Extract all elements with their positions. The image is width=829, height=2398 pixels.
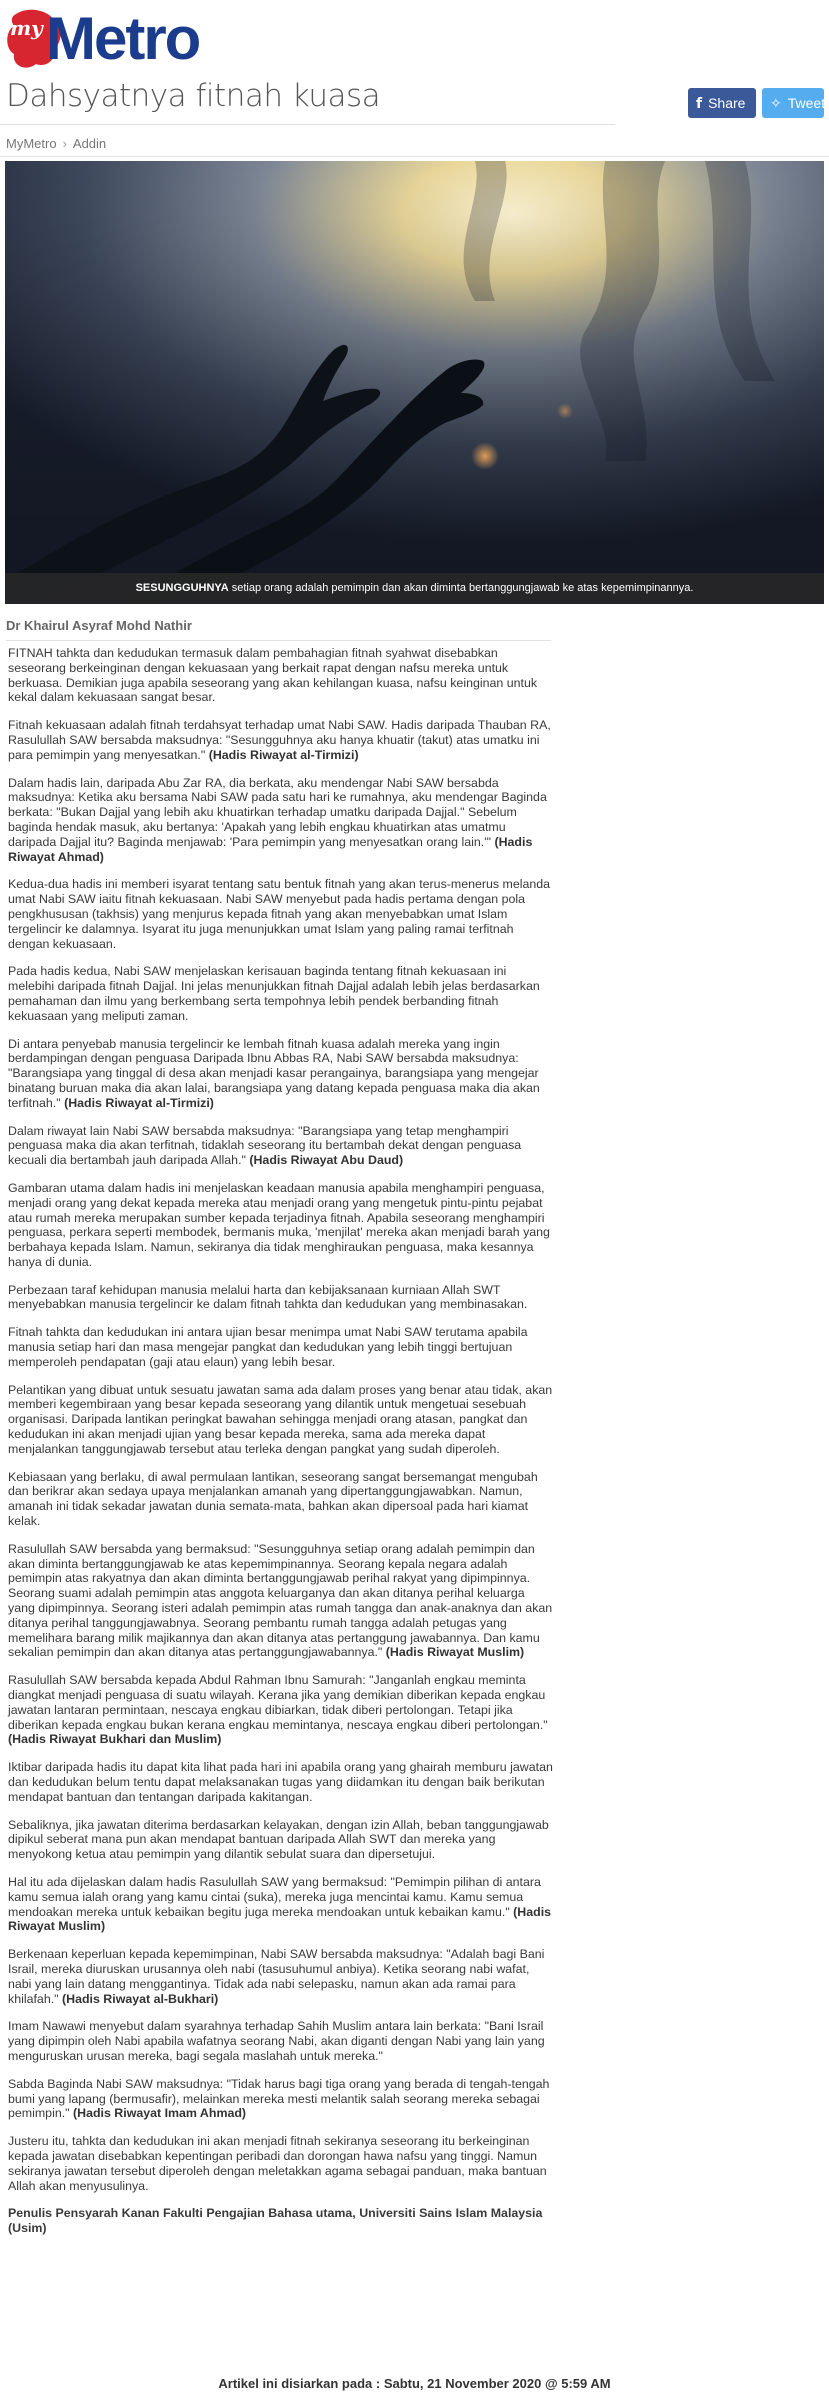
- article-paragraph: [8, 1470, 553, 1529]
- article-paragraph: [8, 2019, 553, 2063]
- title-divider: [0, 124, 615, 125]
- article-body: [8, 646, 553, 2249]
- paragraph-text: Justeru itu, tahkta dan kedudukan ini akan menjadi fitnah sekiranya seseorang itu berkeinginan kepada jawatan disebabkan kepentingan peribadi dan dorongan hawa nafsu yang tinggi. Namun sekiranya jawatan tersebut diperoleh dengan meletakkan agama sebagai panduan, maka bantuan Allah akan menyusulinya.: [8, 2134, 547, 2193]
- paragraph-text: Kebiasaan yang berlaku, di awal permulaan lantikan, seseorang sangat bersemangat mengubah dan berikrar akan sedaya upaya menjalankan amanah yang dipertanggungjawabkan. Namun, amanah ini tidak sekadar jawatan dunia semata-mata, bahkan akan dipersoal pada hari kiamat kelak.: [8, 1469, 538, 1529]
- author-name[interactable]: Dr Khairul Asyraf Mohd Nathir: [6, 618, 192, 633]
- hadith-source: (Hadis Riwayat al-Tirmizi): [64, 1095, 214, 1110]
- published-date: Artikel ini disiarkan pada : Sabtu, 21 November 2020 @ 5:59 AM: [218, 2376, 611, 2391]
- paragraph-text: Perbezaan taraf kehidupan manusia melalui harta dan kebijaksanaan kurniaan Allah SWT menyebabkan manusia tergelincir ke dalam fitnah tahkta dan kedudukan yang membinasakan.: [8, 1282, 528, 1312]
- article-paragraph: [8, 2134, 553, 2193]
- paragraph-text: Berkenaan keperluan kepada kepemimpinan, Nabi SAW bersabda maksudnya: "Adalah bagi Bani Israil, mereka diuruskan urusannya oleh nabi (tasusuhumul anbiya). Ketika seorang nabi wafat, nabi yang lain datang menggantinya. Tidak ada nabi selepasku, namun akan ada ramai para khilafah.": [8, 1947, 545, 2006]
- article-paragraph: [8, 776, 553, 865]
- hadith-source: (Hadis Riwayat al-Bukhari): [62, 1991, 219, 2006]
- paragraph-text: Di antara penyebab manusia tergelincir ke lembah fitnah kuasa adalah mereka yang ingin berdampingan dengan penguasa Daripada Ibnu Abbas RA, Nabi SAW bersabda maksudnya: "Barangsiapa yang tinggal di desa akan menjadi kasar perangainya, barangsiapa yang mengejar binatang buruan maka dia akan lalai, barangsiapa yang datang kepada penguasa maka dia akan terfitnah.": [8, 1036, 540, 1110]
- caption-text: setiap orang adalah pemimpin dan akan diminta bertanggungjawab ke atas kepemimpinannya.: [228, 582, 694, 594]
- paragraph-text: Gambaran utama dalam hadis ini menjelaskan keadaan manusia apabila menghampiri penguasa, menjadi orang yang dekat kepada mereka atau menjadi orang yang mengetuk pintu-pintu pejabat atau rumah mereka merupakan sumber kepada terjadinya fitnah. Apabila seseorang menghampiri penguasa, perkara seperti membodek, bermanis muka, 'menjilat' mereka akan menjadi barah yang berbahaya kepada Islam. Namun, sekiranya dia tidak menghiraukan penguasa, maka kesannya hanya di dunia.: [8, 1180, 550, 1269]
- twitter-tweet-button[interactable]: [762, 88, 824, 118]
- site-header: [0, 0, 829, 78]
- paragraph-text: Kedua-dua hadis ini memberi isyarat tentang satu bentuk fitnah yang akan terus-menerus melanda umat Nabi SAW iaitu fitnah kekuasaan. Nabi SAW menyebut pada hadis pertama dengan pola pengkhususan (takhsis) yang menjurus kepada fitnah yang akan menyebabkan umat Islam tergelincir ke dalamnya. Isyarat itu juga menunjukkan umat Islam yang paling ramai terfitnah dengan kekuasaan.: [8, 877, 551, 951]
- paragraph-text: Sabda Baginda Nabi SAW maksudnya: "Tidak harus bagi tiga orang yang berada di tengah-tengah bumi yang lapang (bermusafir), melainkan mereka mesti melantik salah seorang mereka sebagai pemimpin.": [8, 2076, 550, 2121]
- article-paragraph: [8, 1124, 553, 1168]
- article-paragraph: [8, 1875, 553, 1934]
- paragraph-text: Fitnah kekuasaan adalah fitnah terdahsyat terhadap umat Nabi SAW. Hadis daripada Thauban RA, Rasulullah SAW bersabda maksudnya: "Sesungguhnya aku hanya khuatir (takut) atas umatku ini para pemimpin yang menyesatkan.": [8, 718, 551, 762]
- article-paragraph: [8, 1947, 553, 2006]
- logo-metro-text: Metro: [46, 5, 200, 72]
- caption-bold: SESUNGGUHNYA: [135, 582, 229, 594]
- article-paragraph: [8, 646, 553, 705]
- article-paragraph: [8, 1760, 553, 1804]
- hadith-source: (Hadis Riwayat al-Tirmizi): [208, 747, 359, 762]
- breadcrumb-addin[interactable]: Addin: [72, 136, 107, 151]
- article-paragraph: [8, 1037, 553, 1111]
- article-paragraph: [8, 964, 553, 1023]
- article-paragraph: [8, 1818, 553, 1862]
- article-paragraph: [8, 1383, 553, 1457]
- hadith-source: (Hadis Riwayat Abu Daud): [249, 1153, 404, 1168]
- paragraph-text: Iktibar daripada hadis itu dapat kita lihat pada hari ini apabila orang yang ghairah memburu jawatan dan kedudukan belum tentu dapat melaksanakan tugas yang diidamkan itu dengan baik berikutan mendapat bantuan dan tentangan daripada kakitangan.: [8, 1760, 553, 1804]
- twitter-tweet-label: Tweet: [787, 95, 826, 111]
- article-paragraph: [8, 1542, 553, 1660]
- article-paragraph: [8, 1673, 553, 1747]
- hadith-source: (Hadis Riwayat Muslim): [8, 1904, 552, 1934]
- paragraph-text: Rasulullah SAW bersabda yang bermaksud: "Sesungguhnya setiap orang adalah pemimpin dan akan diminta bertanggungjawab ke atas kepemimpinannya. Seorang kepala negara adalah pemimpin atas rakyatnya dan akan diminta bertanggungjawab perihal rakyat yang dipimpinnya. Seorang suami adalah pemimpin atas anggota keluarganya dan akan ditanya perihal keluarga yang dipimpinnya. Seorang isteri adalah pemimpin atas rumah tangga dan anak-anaknya dan akan ditanya perihal tanggungjawabnya. Seorang pembantu rumah tangga adalah petugas yang memelihara barang milik majikannya dan akan ditanya atas pertanggung jawabannya. Dan kamu sekalian pemimpin dan akan ditanya atas pertanggungjawabannya.": [8, 1541, 553, 1660]
- paragraph-text: Pelantikan yang dibuat untuk sesuatu jawatan sama ada dalam proses yang benar atau tidak, akan memberi kegembiraan yang besar kepada seseorang yang dilantik untuk mengetuai sesebuah organisasi. Daripada lantikan peringkat bawahan sehingga menjadi orang atasan, pangkat dan kedudukan ini akan menjadi ujian yang besar kepada mereka, sama ada mereka dapat menjalankan tanggungjawab tersebut atau terleka dengan pangkat yang sudah diperoleh.: [8, 1382, 553, 1456]
- hadith-source: (Hadis Riwayat Imam Ahmad): [73, 2106, 247, 2121]
- hadith-source: (Hadis Riwayat Bukhari dan Muslim): [8, 1732, 222, 1747]
- facebook-share-label: Share: [708, 95, 746, 111]
- logo-my-text: my: [10, 16, 43, 40]
- twitter-icon: ✧: [770, 96, 782, 112]
- paragraph-text: FITNAH tahkta dan kedudukan termasuk dalam pembahagian fitnah syahwat disebabkan seseorang berkeinginan dengan kekuasaan yang berkait rapat dengan nafsu mereka untuk berkuasa. Demikian juga apabila seseorang yang akan kehilangan kuasa, nafsu keinginan untuk kekal dalam kekuasaan sangat besar.: [8, 646, 538, 705]
- facebook-share-button[interactable]: [688, 88, 756, 118]
- article-paragraph: [8, 1181, 553, 1270]
- facebook-icon: f: [696, 96, 703, 112]
- article-paragraph: [8, 877, 553, 951]
- hadith-source: (Hadis Riwayat Muslim): [385, 1645, 525, 1660]
- paragraph-text: Imam Nawawi menyebut dalam syarahnya terhadap Sahih Muslim antara lain berkata: "Bani Israil yang dipimpin oleh Nabi apabila wafatnya seorang Nabi, akan diganti dengan Nabi yang lain yang menguruskan urusan mereka, bagi segala maslahah untuk mereka.": [8, 2019, 545, 2063]
- hero-image: [5, 161, 824, 604]
- chevron-right-icon: ›: [62, 136, 67, 151]
- paragraph-text: Fitnah tahkta dan kedudukan ini antara ujian besar menimpa umat Nabi SAW terutama apabila manusia setiap hari dan masa mengejar pangkat dan kedudukan yang lebih tinggi bertujuan memperoleh pendapatan (gaji atau elaun) yang lebih besar.: [8, 1325, 528, 1369]
- paragraph-text: Rasulullah SAW bersabda kepada Abdul Rahman Ibnu Samurah: "Janganlah engkau meminta diangkat menjadi penguasa di suatu wilayah. Kerana jika yang demikian diberikan kepada engkau jawatan lantaran permintaan, nescaya engkau dibiarkan, tidak diberi pertolongan. Tetapi jika diberikan kepada engkau bukan kerana engkau memintanya, nescaya engkau diberi pertolongan.": [8, 1673, 548, 1732]
- article-paragraph: [8, 1325, 553, 1369]
- breadcrumb: [6, 136, 106, 151]
- author-note: Penulis Pensyarah Kanan Fakulti Pengajian Bahasa utama, Universiti Sains Islam Malaysia (Usim): [8, 2206, 543, 2236]
- hero-caption: [5, 573, 824, 604]
- breadcrumb-mymetro[interactable]: MyMetro: [6, 136, 57, 151]
- paragraph-text: Hal itu ada dijelaskan dalam hadis Rasulullah SAW yang bermaksud: "Pemimpin pilihan di antara kamu semua ialah orang yang kamu cintai (suka), mereka juga mencintai kamu. Kamu semua mendoakan mereka untuk kebaikan begitu juga mereka mendoakan untuk kebaikan kamu.": [8, 1874, 541, 1919]
- raised-hands-photo: [5, 161, 824, 604]
- breadcrumb-divider: [0, 156, 829, 157]
- hadith-source: (Hadis Riwayat Ahmad): [8, 834, 533, 864]
- paragraph-text: Dalam riwayat lain Nabi SAW bersabda maksudnya: "Barangsiapa yang tetap menghampiri penguasa maka dia akan terfitnah, tidaklah seseorang itu bertambah dekat dengan penguasa kecuali dia bertambah jauh daripada Allah.": [8, 1123, 522, 1168]
- paragraph-text: Pada hadis kedua, Nabi SAW menjelaskan kerisauan baginda tentang fitnah kekuasaan ini melebihi daripada fitnah Dajjal. Ini jelas menunjukkan fitnah Dajjal adalah lebih jelas berdasarkan pemahaman dan ilmu yang berkembang serta tempohnya lebih pendek berbanding fitnah kekuasaan yang meliputi zaman.: [8, 964, 540, 1023]
- article-paragraph: [8, 718, 553, 762]
- author-divider: [6, 640, 551, 641]
- article-paragraph: [8, 1283, 553, 1313]
- page-title: Dahsyatnya fitnah kuasa: [6, 78, 381, 114]
- article-paragraph: [8, 2077, 553, 2121]
- paragraph-text: Sebaliknya, jika jawatan diterima berdasarkan kelayakan, dengan izin Allah, beban tanggungjawab dipikul seberat mana pun akan mendapat bantuan daripada Allah SWT dan mereka yang menyokong ketua atau pemimpin yang dilantik sebulat suara dan dipersetujui.: [8, 1817, 549, 1862]
- mymetro-logo[interactable]: [6, 5, 246, 72]
- paragraph-text: Dalam hadis lain, daripada Abu Zar RA, dia berkata, aku mendengar Nabi SAW bersabda maksudnya: Ketika aku bersama Nabi SAW pada satu hari ke rumahnya, aku mendengar Baginda berkata: "Bukan Dajjal yang lebih aku khuatirkan terhadap umatku daripada Dajjal." Sebelum baginda hendak masuk, aku bertanya: 'Apakah yang lebih engkau khuatirkan atas umatmu daripada Dajjal itu? Baginda menjawab: 'Para pemimpin yang menyesatkan orang lain.'": [8, 775, 547, 849]
